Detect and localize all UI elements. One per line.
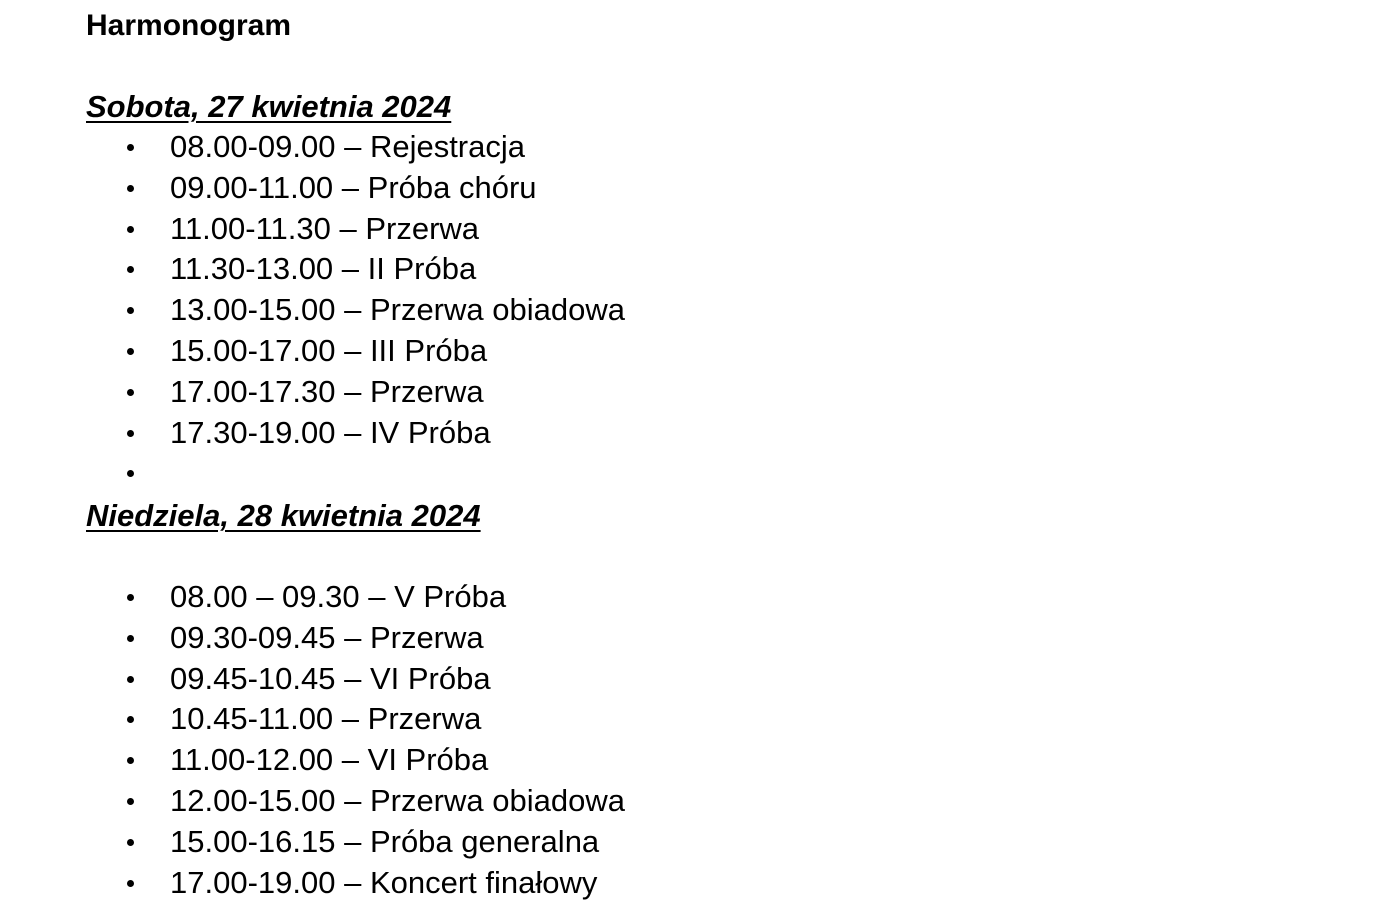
schedule-item-text: 08.00 – 09.30 – V Próba [170, 579, 507, 614]
schedule-item-text: 17.30-19.00 – IV Próba [170, 414, 491, 450]
bullet-icon [127, 470, 134, 477]
bullet-icon [127, 185, 134, 192]
schedule-item-text: 10.45-11.00 – Przerwa [170, 701, 482, 737]
schedule-item-text: 17.00-17.30 – Przerwa [170, 373, 484, 409]
schedule-item-text: 09.45-10.45 – VI Próba [170, 660, 491, 696]
bullet-icon [127, 594, 134, 601]
bullet-icon [127, 635, 134, 642]
bullet-icon [127, 798, 134, 805]
bullet-icon [127, 307, 134, 314]
schedule-item-text: 15.00-16.15 – Próba generalna [170, 823, 600, 859]
schedule-item-text: 11.00-11.30 – Przerwa [170, 210, 480, 246]
schedule-item-text: 12.00-15.00 – Przerwa obiadowa [170, 782, 625, 818]
document-title: Harmonogram [86, 9, 292, 42]
schedule-item-text: 13.00-15.00 – Przerwa obiadowa [170, 292, 625, 328]
schedule-item-text: 09.30-09.45 – Przerwa [170, 619, 484, 655]
bullet-icon [127, 266, 134, 273]
schedule-item-text: 11.00-12.00 – VI Próba [170, 742, 489, 778]
schedule-item-text: 11.30-13.00 – II Próba [170, 251, 477, 287]
bullet-icon [127, 757, 134, 764]
bullet-icon [127, 348, 134, 355]
bullet-icon [127, 676, 134, 683]
bullet-icon [127, 839, 134, 846]
bullet-icon [127, 430, 134, 437]
schedule-item-text: 08.00-09.00 – Rejestracja [170, 129, 526, 164]
bullet-icon [127, 226, 134, 233]
bullet-icon [127, 716, 134, 723]
day-heading-saturday: Sobota, 27 kwietnia 2024 [86, 89, 452, 124]
bullet-icon [127, 389, 134, 396]
schedule-item-text: 15.00-17.00 – III Próba [170, 332, 488, 368]
bullet-icon [127, 880, 134, 887]
bullet-icon [127, 144, 134, 151]
schedule-item-text: 09.00-11.00 – Próba chóru [170, 169, 537, 205]
day-heading-sunday: Niedziela, 28 kwietnia 2024 [86, 498, 481, 533]
schedule-item-text: 17.00-19.00 – Koncert finałowy [170, 864, 598, 900]
